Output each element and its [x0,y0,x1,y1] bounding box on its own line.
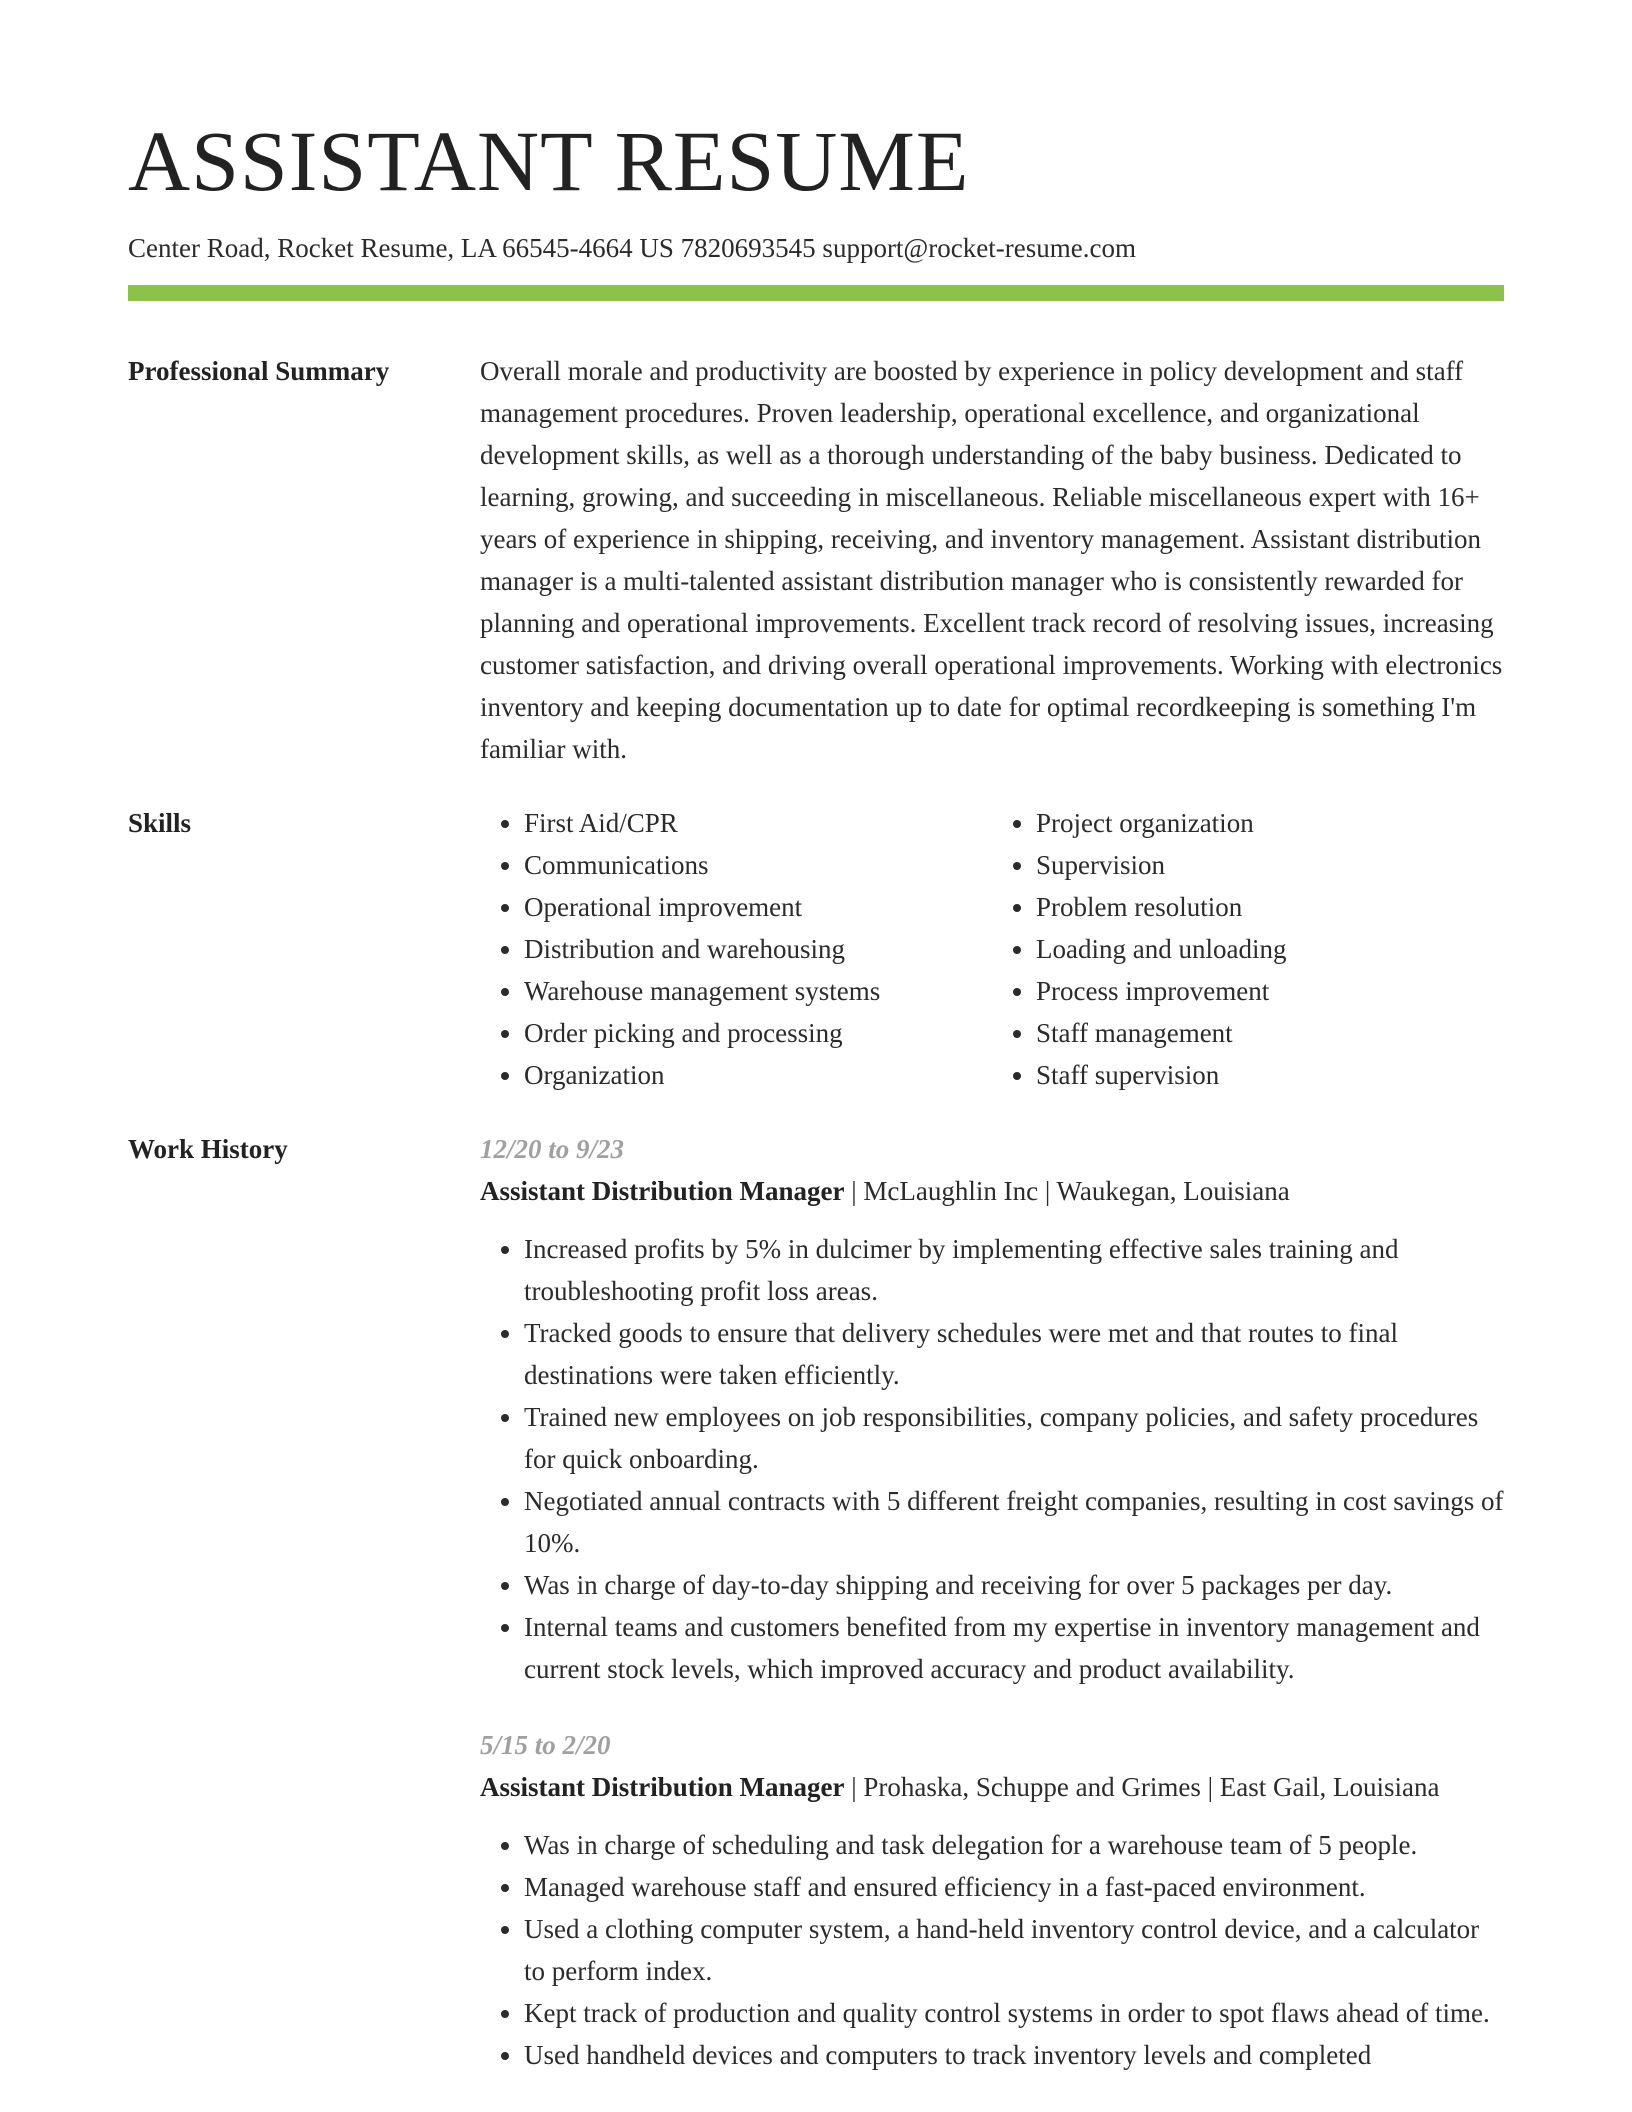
job-bullet: • Increased profits by 5% in dulcimer by implementing effective sales training and troubleshooting profit loss areas. [524,1228,1504,1312]
job-bullet: • Kept track of production and quality control systems in order to spot flaws ahead of time. [524,1992,1504,2034]
job-title: Assistant Distribution Manager [480,1772,845,1802]
job-bullet: • Was in charge of day-to-day shipping and receiving for over 5 packages per day. [524,1564,1504,1606]
skill-item: • Supervision [1036,844,1504,886]
work-history-label: Work History [128,1134,288,1164]
job-bullet: • Used a clothing computer system, a hand-held inventory control device, and a calculator to perform index. [524,1908,1504,1992]
contact-info: Center Road, Rocket Resume, LA 66545-4664 US 7820693545 support@rocket-resume.com [128,233,1136,263]
header-divider [128,285,1504,301]
skill-item: • Distribution and warehousing [524,928,992,970]
job-bullets [480,1824,1504,2076]
job-bullet: • Internal teams and customers benefited from my expertise in inventory management and current stock levels, which improved accuracy and product availability. [524,1606,1504,1690]
summary-body [480,350,1504,770]
job-bullets [480,1228,1504,1690]
skill-item: • Order picking and processing [524,1012,992,1054]
job-bullet: • Managed warehouse staff and ensured efficiency in a fast-paced environment. [524,1866,1504,1908]
skill-item: • Process improvement [1036,970,1504,1012]
job-details: | Prohaska, Schuppe and Grimes | East Gail, Louisiana [844,1772,1440,1802]
resume-title: ASSISTANT RESUME [128,113,970,209]
skills-body [480,802,1504,1096]
job-title-line [480,1170,1504,1212]
skill-item: • Communications [524,844,992,886]
skill-item: • Warehouse management systems [524,970,992,1012]
skill-item: • Operational improvement [524,886,992,928]
summary-label: Professional Summary [128,356,390,386]
skills-columns [480,802,1504,1096]
job-details: | McLaughlin Inc | Waukegan, Louisiana [844,1176,1290,1206]
skills-list-left [480,802,992,1096]
job-title: Assistant Distribution Manager [480,1176,845,1206]
job-bullet: • Tracked goods to ensure that delivery schedules were met and that routes to final destinations were taken efficiently. [524,1312,1504,1396]
skill-item: • First Aid/CPR [524,802,992,844]
skill-item: • Loading and unloading [1036,928,1504,970]
job-bullet: • Negotiated annual contracts with 5 different freight companies, resulting in cost savings of 10%. [524,1480,1504,1564]
skill-item: • Problem resolution [1036,886,1504,928]
job-bullet: • Was in charge of scheduling and task delegation for a warehouse team of 5 people. [524,1824,1504,1866]
skill-item: • Staff supervision [1036,1054,1504,1096]
job-entry [480,1128,1504,1690]
job-dates: 12/20 to 9/23 [480,1134,625,1164]
skills-list-right [992,802,1504,1096]
job-title-line [480,1766,1504,1808]
job-bullet: • Used handheld devices and computers to track inventory levels and completed [524,2034,1504,2076]
work-history-body [480,1128,1504,2110]
skill-item: • Project organization [1036,802,1504,844]
skill-item: • Staff management [1036,1012,1504,1054]
skill-item: • Organization [524,1054,992,1096]
job-entry [480,1724,1504,2076]
job-dates: 5/15 to 2/20 [480,1730,611,1760]
skills-label: Skills [128,808,192,838]
summary-text: Overall morale and productivity are boosted by experience in policy development and staff management procedures. Proven leadership, operational excellence, and organizational development skills, as well as a thorough understanding of the baby business. Dedicated to learning, growing, and succeeding in miscellaneous. Reliable miscellaneous expert with 16+ years of experience in shipping, receiving, and inventory management. Assistant distribution manager is a multi-talented assistant distribution manager who is consistently rewarded for planning and operational improvements. Excellent track record of resolving issues, increasing customer satisfaction, and driving overall operational improvements. Working with electronics inventory and keeping documentation up to date for optimal recordkeeping is something I'm familiar with. [480,356,1503,764]
job-bullet: • Trained new employees on job responsibilities, company policies, and safety procedures for quick onboarding. [524,1396,1504,1480]
